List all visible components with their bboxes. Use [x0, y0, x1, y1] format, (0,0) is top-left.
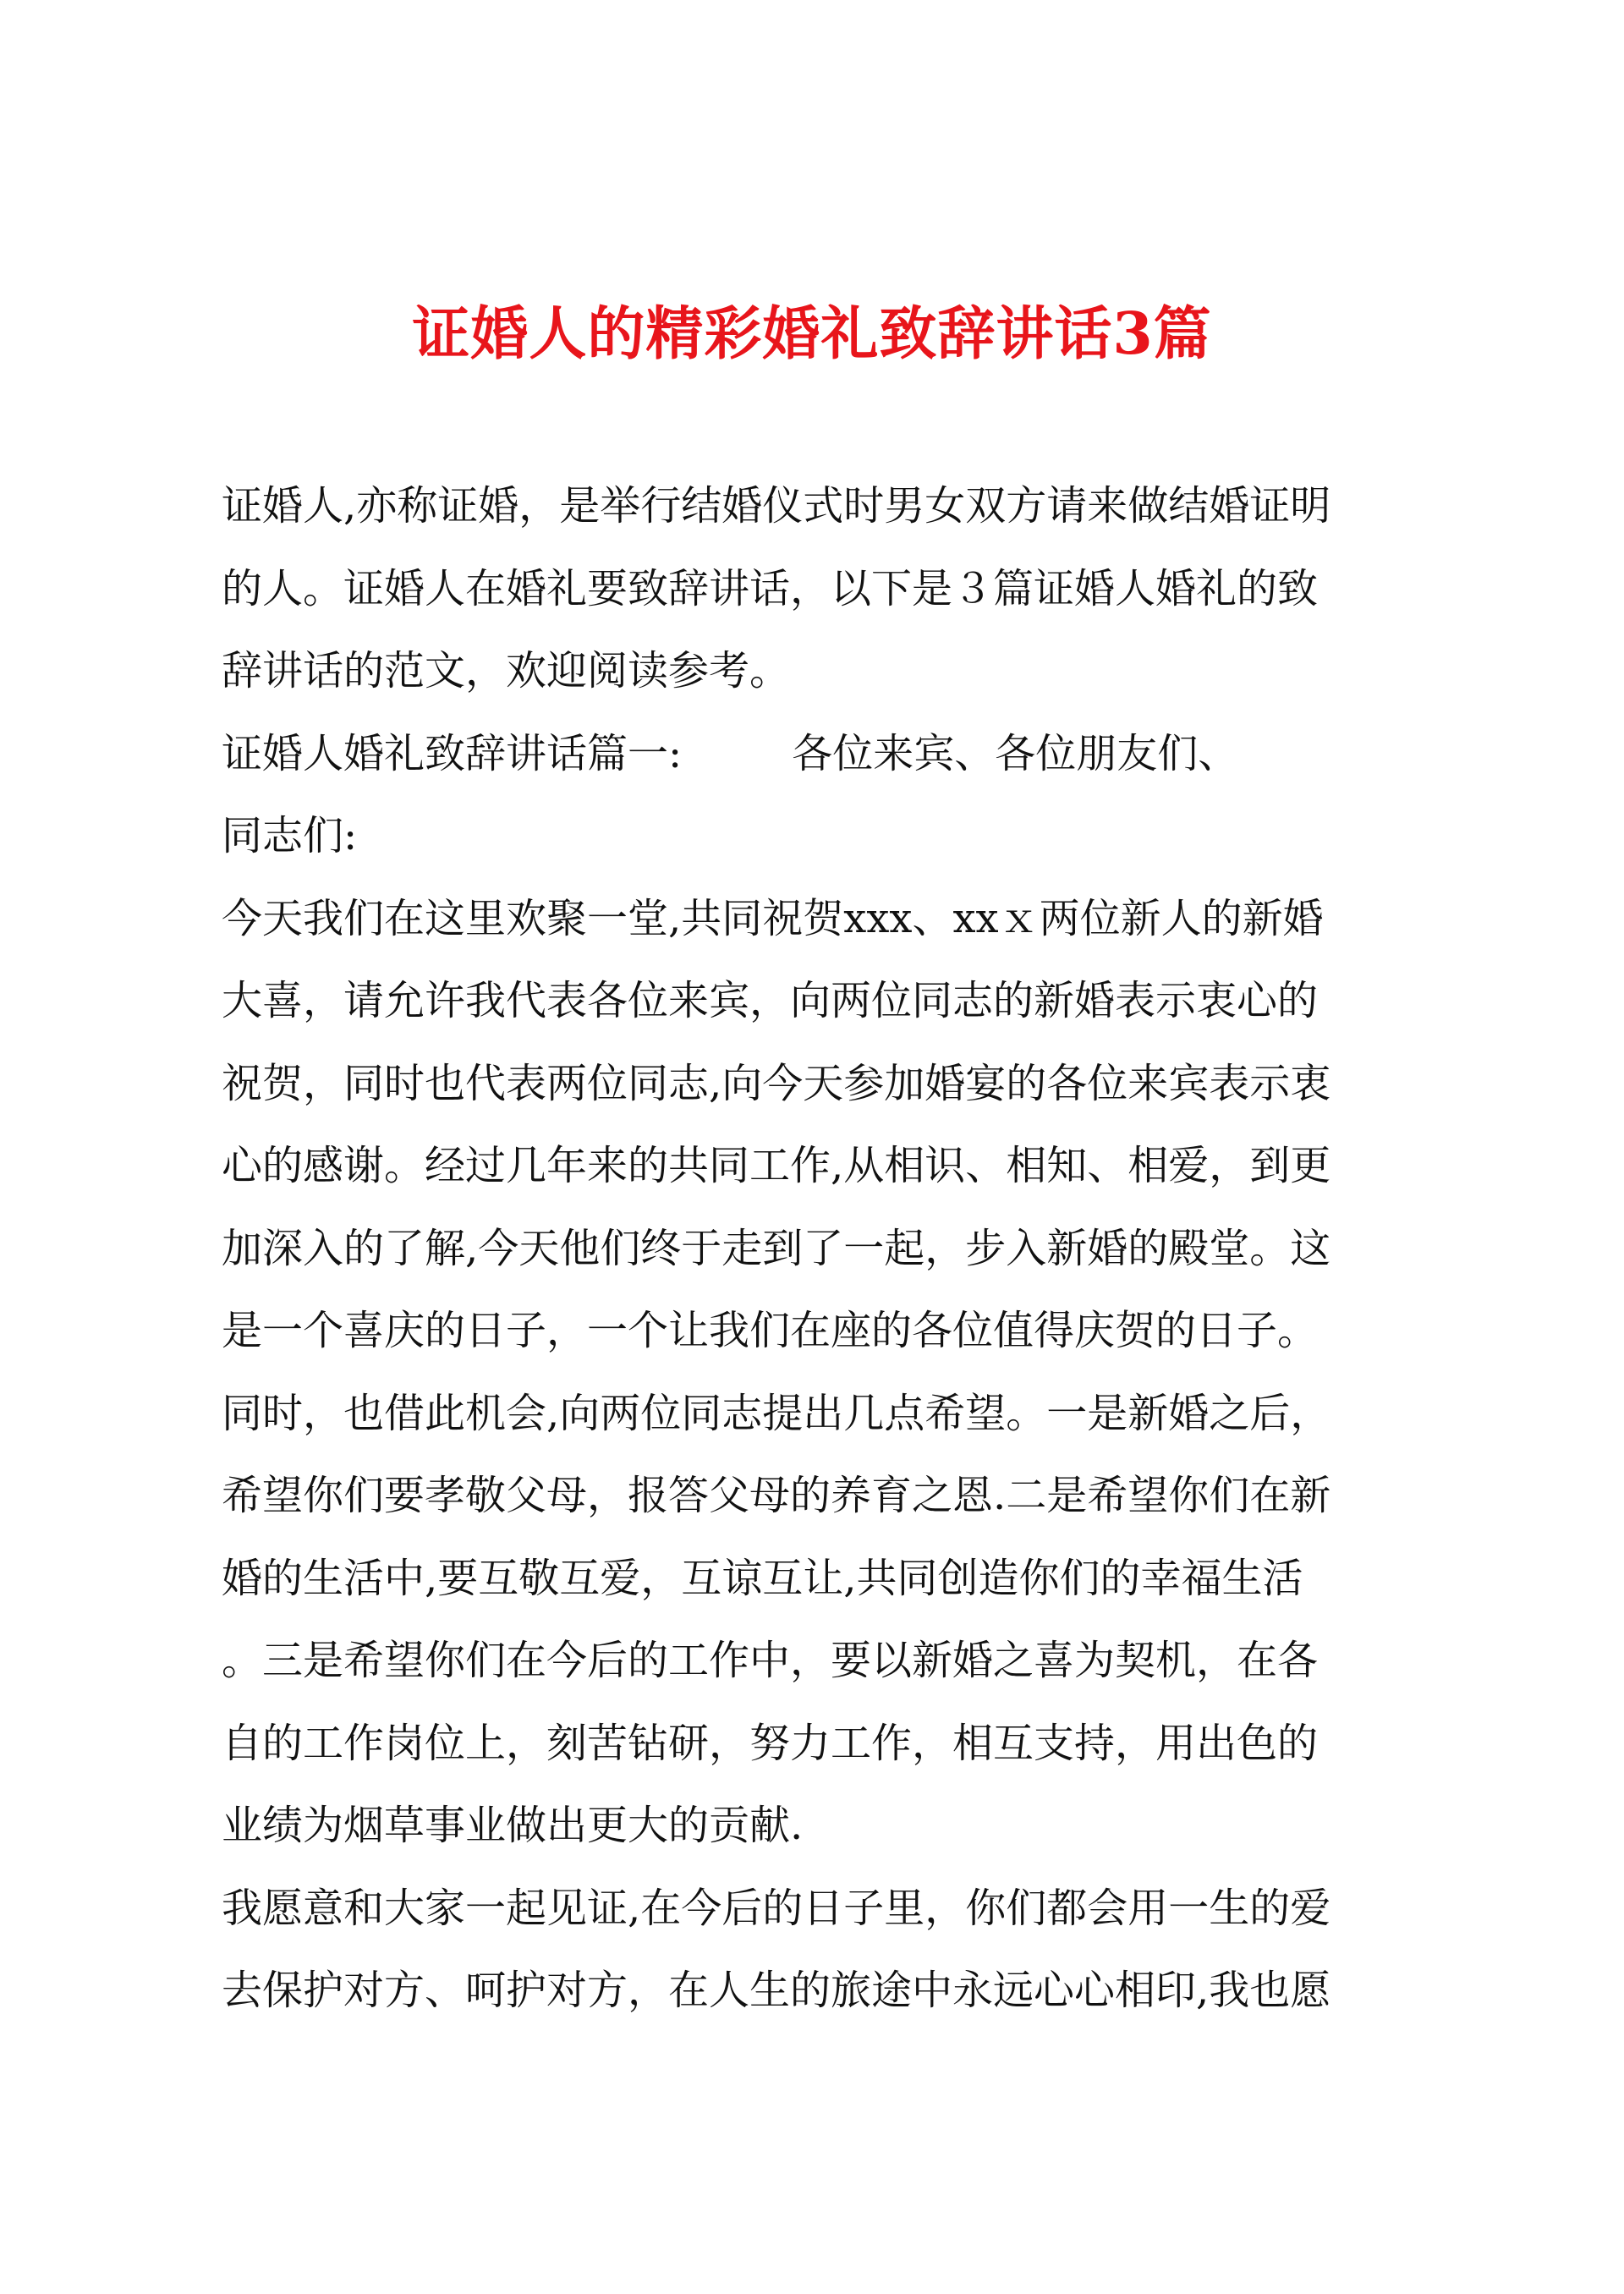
salutation: 各位来宾、各位朋友们、 [792, 729, 1239, 777]
paragraph-line: 证婚人,亦称证婚，是举行结婚仪式时男女双方请来做结婚证明 [222, 482, 1331, 530]
speech-heading-line [222, 713, 1423, 796]
document-body [222, 465, 1423, 2033]
paragraph-line: 。三是希望你们在今后的工作中，要以新婚之喜为契机，在各 [222, 1637, 1319, 1684]
paragraph-line: 同志们: [222, 812, 358, 859]
paragraph-line: 今天我们在这里欢聚一堂,共同祝贺xxx、xxｘ两位新人的新婚 [222, 894, 1324, 942]
paragraph-line: 心的感谢。经过几年来的共同工作,从相识、相知、相爱，到更 [222, 1142, 1331, 1189]
paragraph-line: 我愿意和大家一起见证,在今后的日子里，你们都会用一生的爱 [222, 1884, 1331, 1932]
paragraph-line: 祝贺，同时也代表两位同志,向今天参加婚宴的各位来宾表示衷 [222, 1059, 1331, 1107]
paragraph-line: 自的工作岗位上，刻苦钻研，努力工作，相互支持，用出色的 [222, 1719, 1319, 1767]
paragraph-line: 同时，也借此机会,向两位同志提出几点希望。一是新婚之后， [222, 1389, 1331, 1437]
paragraph-line: 是一个喜庆的日子，一个让我们在座的各位值得庆贺的日子。 [222, 1307, 1319, 1354]
paragraph-line: 辞讲话的范文，欢迎阅读参考。 [222, 647, 791, 694]
paragraph-line: 加深入的了解,今天他们终于走到了一起，步入新婚的殿堂。这 [222, 1224, 1331, 1272]
paragraph-line: 业绩为烟草事业做出更大的贡献. [222, 1802, 804, 1849]
paragraph-line: 婚的生活中,要互敬互爱，互谅互让,共同创造你们的幸福生活 [222, 1554, 1303, 1602]
paragraph-line: 大喜，请允许我代表各位来宾，向两位同志的新婚表示衷心的 [222, 977, 1319, 1024]
paragraph-line: 的人。证婚人在婚礼要致辞讲话，以下是３篇证婚人婚礼的致 [222, 564, 1319, 612]
document-title: 证婚人的精彩婚礼致辞讲话3篇 [412, 300, 1212, 368]
paragraph-line: 去保护对方、呵护对方，在人生的旅途中永远心心相印,我也愿 [222, 1967, 1331, 2014]
speech-heading: 证婚人婚礼致辞讲话篇一: [222, 729, 683, 777]
paragraph-line: 希望你们要孝敬父母，报答父母的养育之恩.二是希望你们在新 [222, 1472, 1331, 1519]
